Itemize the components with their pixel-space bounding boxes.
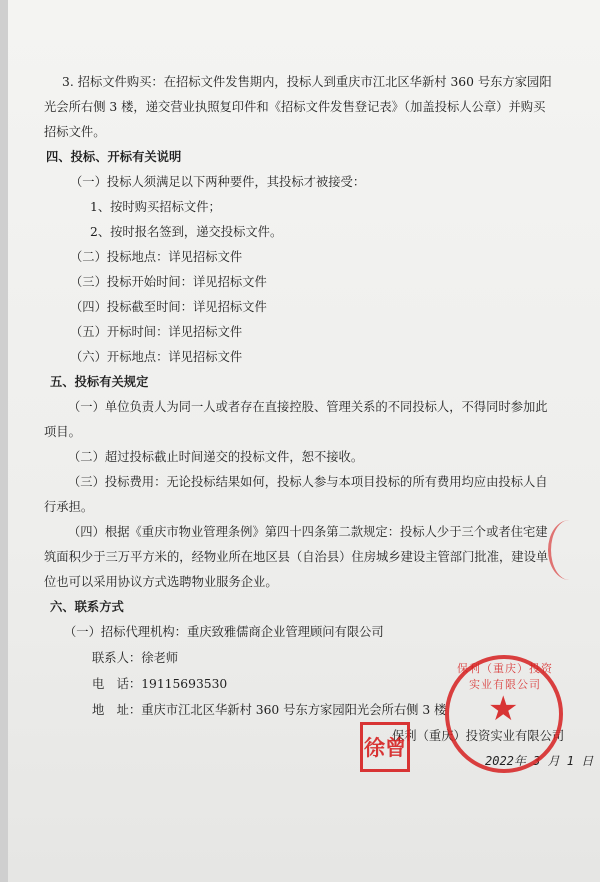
p3-line1: 3. 招标文件购买：在招标文件发售期内，投标人到重庆市江北区华新村 360 号东方家园阳 [62,75,552,89]
scan-shadow [0,0,8,882]
company-stamp-text: 保利（重庆）投资实业有限公司 [457,662,553,691]
section6-item1: （一）招标代理机构：重庆致雅儒商企业管理顾问有限公司 [64,625,384,639]
section5-title: 五、投标有关规定 [50,374,149,389]
section5-item4-line2: 筑面积少于三万平方米的，经物业所在地区县（自治县）住房城乡建设主管部门批准，建设单 [44,550,549,564]
section4-item3: （三）投标开始时间：详见招标文件 [70,275,267,289]
section5-item1-line2: 项目。 [44,425,81,439]
section5-item2: （二）超过投标截止时间递交的投标文件，恕不接收。 [68,450,364,464]
section4-item1b: 2、按时报名签到，递交投标文件。 [90,225,283,239]
section4-item1a: 1、按时购买招标文件； [90,200,221,214]
contact-address: 地 址：重庆市江北区华新村 360 号东方家园阳光会所右侧 3 楼 [92,703,447,717]
contact-phone: 电 话：19115693530 [92,677,228,691]
contact-person: 联系人：徐老师 [92,651,179,665]
personal-seal: 徐曾 [360,722,410,772]
signing-date: 2022年 3 月 1 日 [485,754,594,768]
section5-item3-line2: 行承担。 [44,500,94,514]
section4-item4: （四）投标截至时间：详见招标文件 [70,300,267,314]
section4-item2: （二）投标地点：详见招标文件 [70,250,243,264]
p3-line3: 招标文件。 [44,125,106,139]
section5-item3-line1: （三）投标费用：无论投标结果如何，投标人参与本项目投标的所有费用均应由投标人自 [68,475,548,489]
section4-item6: （六）开标地点：详见招标文件 [70,350,243,364]
signer-company: 保利（重庆）投资实业有限公司 [392,729,565,743]
p3-line2: 光会所右侧 3 楼，递交营业执照复印件和《招标文件发售登记表》（加盖投标人公章）并购买 [44,100,546,114]
section5-item4-line1: （四）根据《重庆市物业管理条例》第四十四条第二款规定：投标人少于三个或者住宅建 [68,525,548,539]
section4-item1: （一）投标人须满足以下两种要件，其投标才被接受： [70,175,366,189]
section4-title: 四、投标、开标有关说明 [46,149,182,164]
section5-item4-line3: 位也可以采用协议方式选聘物业服务企业。 [44,575,278,589]
section6-title: 六、联系方式 [50,599,124,614]
section4-item5: （五）开标时间：详见招标文件 [70,325,243,339]
stamp-star-icon: ★ [488,689,519,729]
edge-seal-mark [548,520,591,580]
section5-item1-line1: （一）单位负责人为同一人或者存在直接控股、管理关系的不同投标人，不得同时参加此 [68,400,548,414]
